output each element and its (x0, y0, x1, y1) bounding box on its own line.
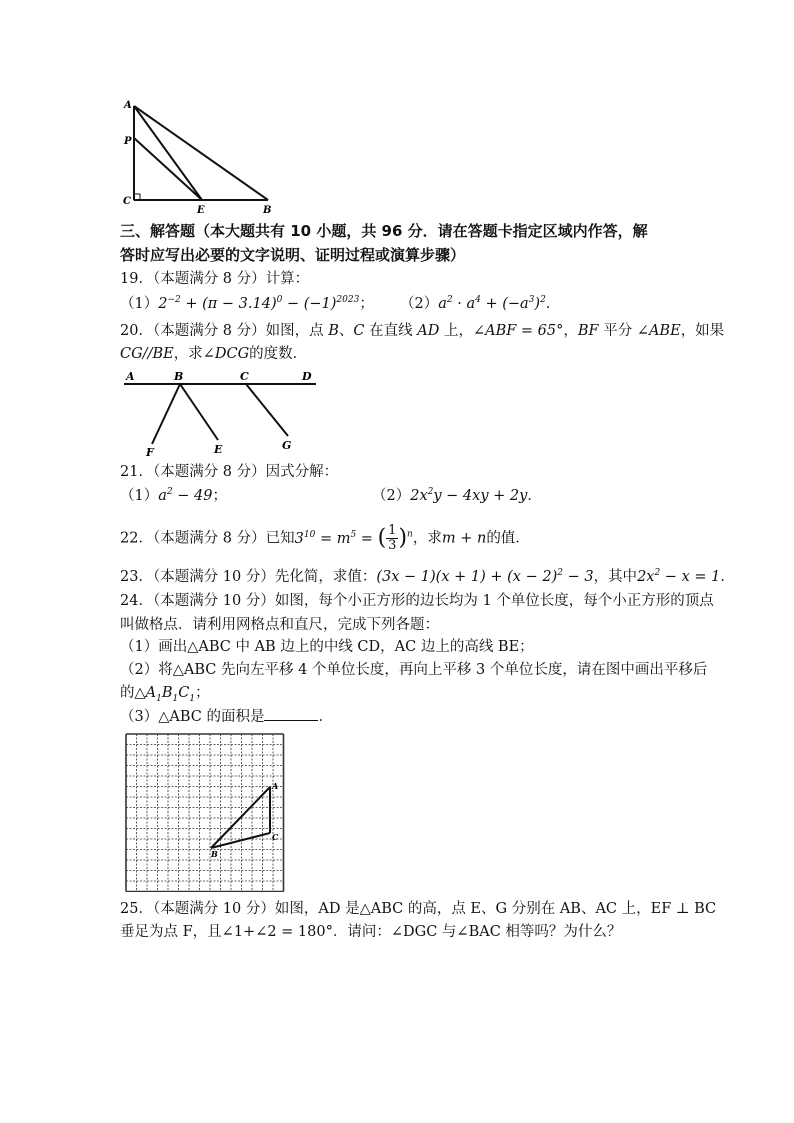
segment-ae (134, 106, 202, 200)
label-e: E (214, 443, 223, 456)
q20-text: 、 (338, 323, 354, 339)
q24-part2a: （2）将△ABC 先向左平移 4 个单位长度，再向上平移 3 个单位长度，请在图中画出平移后 (120, 662, 708, 678)
q23-condition: $2x^2 - x = 1$ (637, 568, 721, 585)
q20-text: ， (563, 323, 578, 339)
q24-part3 (120, 706, 333, 728)
q23-text: ，其中 (593, 569, 638, 585)
q20-text: 在直线 (364, 323, 418, 339)
q24-text: ． (318, 709, 333, 725)
q24-translated-triangle: $\triangle A_1B_1C_1$ (134, 685, 196, 704)
label-a: A (126, 370, 135, 383)
q19-stem: 19．（本题满分 8 分）计算： (120, 271, 310, 287)
q23-stem (120, 566, 735, 588)
q20-line-bf: BF (577, 323, 599, 339)
q21-part1: $(1)a^2 - 49$； (120, 487, 227, 504)
segment-ab (134, 106, 268, 200)
q19-part2-expression: $a^2 \cdot a^4 + (-a^3)^2$ (438, 295, 546, 312)
label-a: A (124, 100, 132, 111)
q20-point-c: C (353, 323, 365, 339)
q21-part2: $(2)2x^2y - 4xy + 2y$． (372, 487, 542, 504)
q25-line1: 25．（本题满分 10 分）如图，AD 是△ABC 的高，点 E、G 分别在 AB、AC 上，EF ⊥ BC (120, 901, 717, 917)
line-figure (120, 368, 320, 458)
q20-line1 (120, 320, 724, 342)
label-b: B (174, 370, 184, 383)
q22-fraction: $\frac{1}{3}$ (388, 523, 397, 553)
q25-line2: 垂足为点 F，且∠1+∠2 = 180°．请问：∠DGC 与∠BAC 相等吗？为什么？ (120, 924, 622, 940)
q20-angle-abe: ∠ABE (636, 323, 681, 339)
label-d: D (302, 370, 312, 383)
section-heading-line2: 答时应写出必要的文字说明、证明过程或演算步骤） (120, 246, 466, 264)
q20-text: ，如果 (680, 323, 725, 339)
segment-cg (246, 384, 288, 436)
q19-part2-label: （2） (400, 296, 439, 312)
q22-text: 22．（本题满分 8 分）已知 (120, 530, 295, 547)
q20-parallel: CG//BE (120, 346, 174, 362)
q19-part1-expression: $2^{-2} + (\pi - 3.14)^0 - (-1)^{2023}$ (158, 295, 360, 312)
q23-text: ． (720, 569, 735, 585)
q20-text: 平分 (598, 323, 637, 339)
q22-paren: ) (398, 525, 408, 551)
label-c: C (240, 370, 249, 383)
q22-target: m + n (441, 530, 487, 547)
q22-text: 的值． (486, 530, 530, 547)
label-g: G (282, 439, 292, 452)
q24-part1: （1）画出△ABC 中 AB 边上的中线 CD，AC 边上的高线 BE； (120, 639, 534, 655)
triangle-figure (118, 96, 283, 218)
segment-bc (211, 833, 270, 848)
q20-point-b: B (328, 323, 339, 339)
q20-text: 20．（本题满分 8 分）如图，点 (120, 323, 329, 339)
segment-bf (152, 384, 180, 444)
q19-part1: $(1)2^{-2} + (\pi - 3.14)^0 - (-1)^{2023}$； (120, 295, 374, 312)
q22-stem (120, 524, 530, 553)
q19-part2: $(2)a^2 \cdot a^4 + (-a^3)^2$． (400, 295, 561, 312)
label-p: P (124, 136, 132, 147)
q20-line2 (120, 343, 307, 365)
q24-line2: 叫做格点．请利用网格点和直尺，完成下列各题： (120, 617, 439, 633)
section-heading-line1: 三、解答题（本大题共有 10 小题，共 96 分．请在答题卡指定区域内作答，解 (120, 222, 648, 240)
grid-lines (126, 734, 284, 892)
label-a: A (272, 781, 279, 791)
q20-line-ad: AD (417, 323, 440, 339)
q20-text: ，求 (173, 346, 203, 362)
q21-stem: 21．（本题满分 8 分）因式分解： (120, 464, 339, 480)
segment-ab (211, 787, 270, 848)
q22-text: ，求 (412, 530, 442, 547)
q21-part2-label: （2） (372, 488, 411, 504)
label-b: B (263, 205, 272, 216)
q24-text: （3）△ABC 的面积是 (120, 709, 265, 725)
label-c: C (123, 196, 131, 207)
q21-part1-expression: $a^2 - 49$ (158, 487, 213, 504)
label-b: B (211, 849, 218, 859)
label-f: F (146, 446, 154, 458)
q22-equation: $3^{10} = m^5$ = (294, 529, 378, 547)
label-c: C (272, 832, 279, 842)
q24-text: 的 (120, 685, 135, 701)
q24-part2b: 的$\triangle A_1B_1C_1$； (120, 685, 210, 704)
segment-be (180, 384, 218, 440)
q20-angle-dcg: ∠DCG (202, 346, 250, 362)
q20-text: 上， (439, 323, 473, 339)
q21-part1-label: （1） (120, 488, 159, 504)
q23-expression: $(3x - 1)(x + 1) + (x - 2)^2 - 3$ (376, 568, 594, 585)
answer-blank[interactable] (264, 706, 318, 721)
q22-paren: ( (377, 525, 387, 551)
q20-text: 的度数． (249, 346, 308, 362)
q21-part2-expression: $2x^2y - 4xy + 2y$ (410, 487, 528, 504)
q23-text: 23．（本题满分 10 分）先化简，求值： (120, 569, 377, 585)
grid-figure (122, 732, 288, 892)
q19-part1-label: （1） (120, 296, 159, 312)
q24-line1: 24．（本题满分 10 分）如图，每个小正方形的边长均为 1 个单位长度，每个小正方形的顶点 (120, 593, 714, 609)
q22-exponent: n (407, 529, 413, 540)
label-e: E (197, 205, 205, 216)
q20-angle-abf: ∠ABF = 65° (472, 323, 564, 339)
